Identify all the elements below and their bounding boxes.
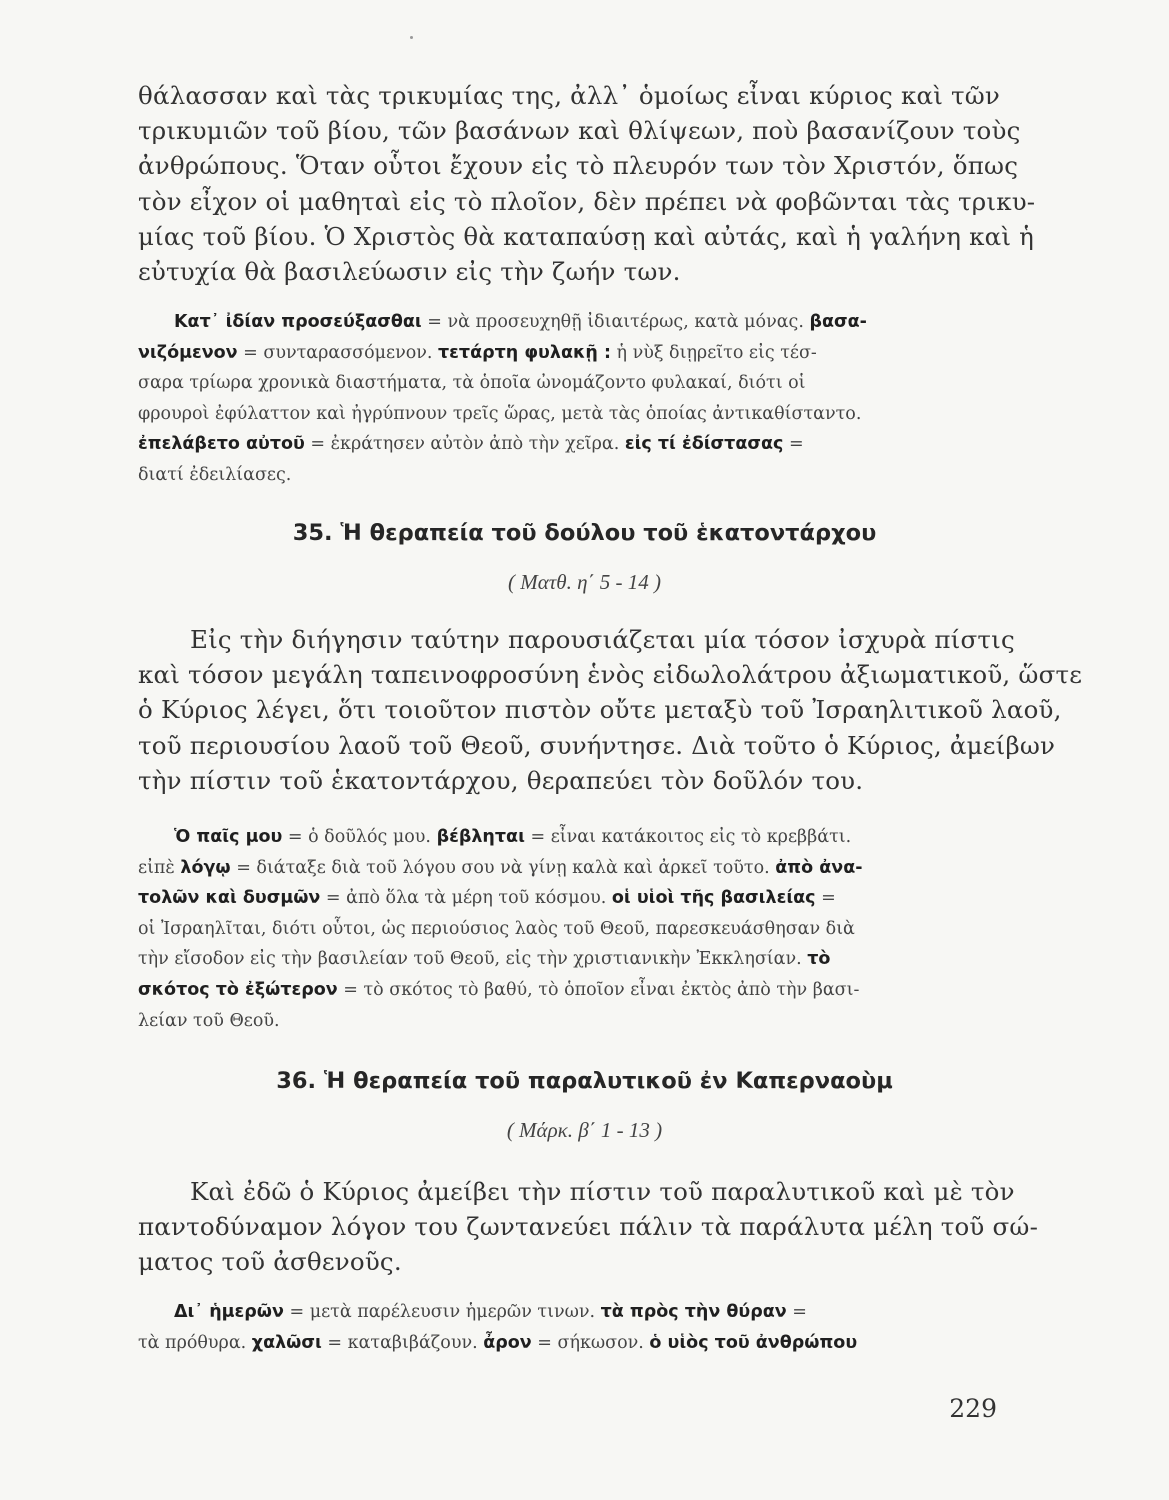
print-speck: [410, 36, 413, 39]
body-line: τὴν πίστιν τοῦ ἑκατοντάρχου, θεραπεύει τὸν δοῦλόν του.: [138, 765, 864, 795]
body-line: Καὶ ἐδῶ ὁ Κύριος ἀμείβει τὴν πίστιν τοῦ παραλυτικοῦ καὶ μὲ τὸν: [190, 1177, 1015, 1206]
gloss-definition: = σήκωσον.: [531, 1332, 650, 1353]
gloss-term: εἰς τί ἐδίστασας: [624, 434, 784, 455]
gloss-line: [138, 944, 1000, 975]
intro-paragraph: [138, 78, 1036, 289]
gloss-term: ἀπὸ ἀνα-: [775, 857, 863, 878]
body-line: παντοδύναμον λόγον του ζωντανεύει πάλιν τὰ παράλυτα μέλη τοῦ σώ-: [138, 1212, 1039, 1242]
gloss-line: [138, 822, 1000, 853]
gloss-line: λείαν τοῦ Θεοῦ.: [138, 1010, 280, 1031]
gloss-definition: =: [786, 1302, 807, 1322]
intro-line: μίας τοῦ βίου. Ὁ Χριστὸς θὰ καταπαύσῃ καὶ αὐτάς, καὶ ἡ γαλήνη καὶ ἡ: [138, 221, 1035, 251]
gloss-definition: = εἶναι κατάκοιτος εἰς τὸ κρεββάτι.: [524, 827, 852, 847]
intro-line: ἀνθρώπους. Ὅταν οὗτοι ἔχουν εἰς τὸ πλευρόν των τὸν Χριστόν, ὅπως: [138, 151, 1019, 181]
glossary-notes-1: [138, 307, 1000, 491]
gloss-definition: = καταβιβάζουν.: [321, 1332, 484, 1353]
gloss-term: ἆρον: [483, 1332, 532, 1353]
gloss-definition: εἰπὲ: [138, 857, 181, 878]
gloss-definition: = τὸ σκότος τὸ βαθύ, τὸ ὁποῖον εἶναι ἐκτὸς ἀπὸ τὴν βασι-: [337, 979, 860, 1000]
gloss-definition: = ὁ δοῦλός μου.: [282, 827, 437, 847]
gloss-line: [138, 853, 1000, 884]
page-number: 229: [949, 1394, 997, 1423]
gloss-line: [138, 338, 1000, 369]
section-35-heading: 35. Ἡ θεραπεία τοῦ δούλου τοῦ ἑκατοντάρχου: [292, 520, 877, 546]
gloss-term: χαλῶσι: [251, 1332, 322, 1353]
section-36-reference: ( Μάρκ. β΄ 1 - 13 ): [506, 1118, 663, 1142]
gloss-term: τὰ πρὸς τὴν θύραν: [600, 1302, 787, 1322]
gloss-definition: = διάταξε διὰ τοῦ λόγου σου νὰ γίνῃ καλὰ καὶ ἀρκεῖ τοῦτο.: [230, 857, 776, 878]
gloss-line: σαρα τρίωρα χρονικὰ διαστήματα, τὰ ὁποῖα ὠνομάζοντο φυλακαί, διότι οἱ: [138, 373, 806, 394]
gloss-definition: τὴν εἴσοδον εἰς τὴν βασιλείαν τοῦ Θεοῦ, εἰς τὴν χριστιανικὴν Ἐκκλησίαν.: [138, 949, 808, 970]
gloss-definition: = συνταρασσόμενον.: [237, 342, 439, 363]
gloss-term: Δι᾽ ἡμερῶν: [174, 1302, 284, 1322]
gloss-line: [138, 975, 1000, 1006]
body-line: ὁ Κύριος λέγει, ὅτι τοιοῦτον πιστὸν οὔτε μεταξὺ τοῦ Ἰσραηλιτικοῦ λαοῦ,: [138, 695, 1062, 725]
intro-line: τὸν εἶχον οἱ μαθηταὶ εἰς τὸ πλοῖον, δὲν πρέπει νὰ φοβῶνται τὰς τρικυ-: [138, 186, 1036, 216]
gloss-term: ὁ υἱὸς τοῦ ἀνθρώπου: [649, 1332, 858, 1353]
gloss-term: βασα-: [809, 312, 867, 332]
section-35-reference: ( Ματθ. η΄ 5 - 14 ): [508, 570, 661, 594]
gloss-term: τετάρτη φυλακῇ :: [438, 342, 611, 363]
glossary-notes-2: [138, 822, 1000, 1036]
gloss-line: [138, 429, 1000, 460]
gloss-definition: = μετὰ παρέλευσιν ἡμερῶν τινων.: [283, 1302, 601, 1322]
gloss-term: σκότος τὸ ἐξώτερον: [138, 979, 338, 1000]
gloss-term: οἱ υἱοὶ τῆς βασιλείας: [611, 888, 816, 909]
gloss-term: ἐπελάβετο αὐτοῦ: [138, 434, 305, 455]
gloss-definition: = ἐκράτησεν αὐτὸν ἀπὸ τὴν χεῖρα.: [304, 434, 625, 455]
gloss-term: νιζόμενον: [138, 342, 238, 363]
section-36-paragraph: [138, 1174, 1039, 1280]
gloss-definition: ἡ νὺξ διῃρεῖτο εἰς τέσ-: [610, 342, 817, 363]
gloss-term: τὸ: [807, 949, 831, 970]
gloss-line: φρουροὶ ἐφύλαττον καὶ ἠγρύπνουν τρεῖς ὥρας, μετὰ τὰς ὁποίας ἀντικαθίσταντο.: [138, 403, 862, 424]
body-line: ματος τοῦ ἀσθενοῦς.: [138, 1247, 402, 1277]
gloss-definition: = νὰ προσευχηθῇ ἰδιαιτέρως, κατὰ μόνας.: [421, 312, 810, 332]
gloss-term: τολῶν καὶ δυσμῶν: [138, 888, 321, 909]
body-line: τοῦ περιουσίου λαοῦ τοῦ Θεοῦ, συνήντησε. Διὰ τοῦτο ὁ Κύριος, ἀμείβων: [138, 730, 1056, 760]
gloss-line: οἱ Ἰσραηλῖται, διότι οὗτοι, ὡς περιούσιος λαὸς τοῦ Θεοῦ, παρεσκευάσθησαν διὰ: [138, 918, 855, 939]
gloss-definition: = ἀπὸ ὅλα τὰ μέρη τοῦ κόσμου.: [320, 888, 612, 909]
gloss-term: Κατ᾽ ἰδίαν προσεύξασθαι: [174, 312, 422, 332]
body-line: καὶ τόσον μεγάλη ταπεινοφροσύνη ἑνὸς εἰδωλολάτρου ἀξιωματικοῦ, ὥστε: [138, 660, 1083, 690]
gloss-definition: =: [783, 434, 804, 455]
gloss-term: Ὁ παῖς μου: [174, 827, 283, 847]
gloss-line: [138, 1328, 1000, 1359]
gloss-line: [138, 1297, 1000, 1328]
gloss-line: διατί ἐδειλίασες.: [138, 464, 292, 485]
body-line: Εἰς τὴν διήγησιν ταύτην παρουσιάζεται μία τόσον ἰσχυρὰ πίστις: [190, 625, 1015, 654]
gloss-definition: τὰ πρόθυρα.: [138, 1332, 252, 1353]
gloss-line: [138, 307, 1000, 338]
gloss-definition: =: [815, 888, 836, 909]
intro-line: τρικυμιῶν τοῦ βίου, τῶν βασάνων καὶ θλίψεων, ποὺ βασανίζουν τοὺς: [138, 116, 1021, 146]
gloss-line: [138, 883, 1000, 914]
gloss-term: λόγῳ: [180, 857, 231, 878]
glossary-notes-3: [138, 1297, 1000, 1358]
intro-line: θάλασσαν καὶ τὰς τρικυμίας της, ἀλλ᾽ ὁμοίως εἶναι κύριος καὶ τῶν: [138, 81, 1001, 110]
gloss-term: βέβληται: [436, 827, 525, 847]
intro-line: εὐτυχία θὰ βασιλεύωσιν εἰς τὴν ζωήν των.: [138, 257, 681, 287]
section-36-heading: 36. Ἡ θεραπεία τοῦ παραλυτικοῦ ἐν Καπερναοὺμ: [276, 1068, 893, 1094]
section-35-paragraph: [138, 622, 1083, 798]
